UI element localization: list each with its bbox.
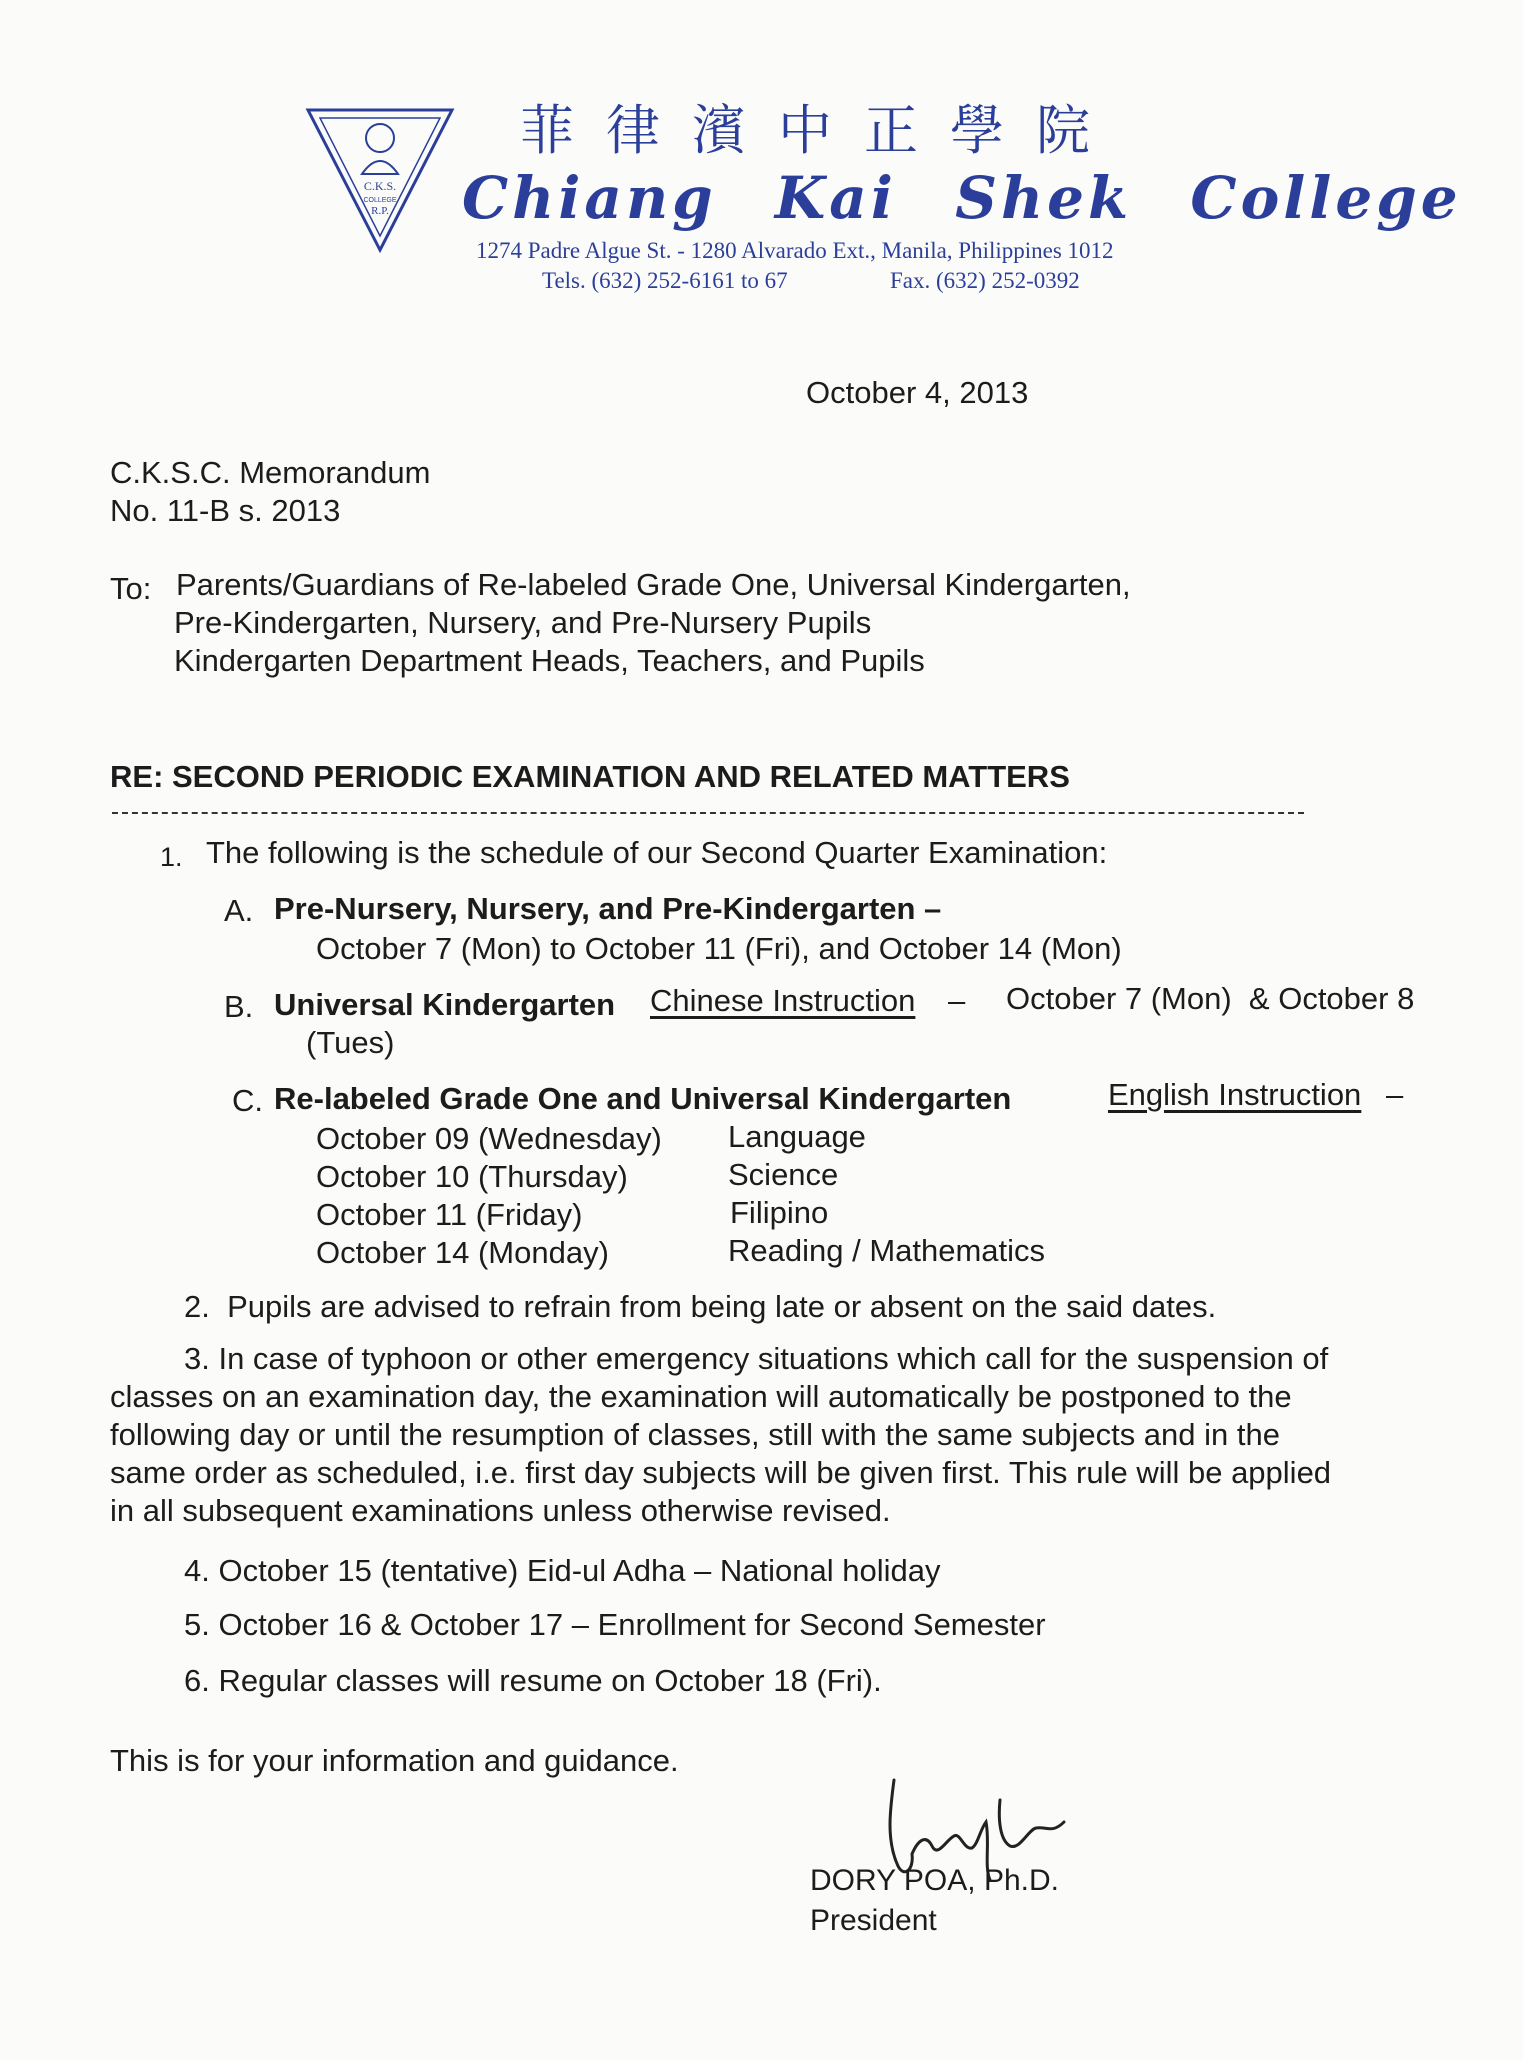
college-english-name: Chiang Kai Shek College bbox=[462, 164, 1462, 232]
item-b-dates-cont: (Tues) bbox=[306, 1025, 395, 1060]
schedule-date: October 14 (Monday) bbox=[316, 1235, 609, 1270]
closing-line: This is for your information and guidance. bbox=[110, 1743, 679, 1778]
to-recipients-line-2: Pre-Kindergarten, Nursery, and Pre-Nursery Pupils bbox=[174, 605, 872, 640]
item-a-dates: October 7 (Mon) to October 11 (Fri), and October 14 (Mon) bbox=[316, 931, 1122, 966]
to-label: To: bbox=[110, 571, 152, 606]
signatory-title: President bbox=[810, 1904, 937, 1937]
schedule-subject: Reading / Mathematics bbox=[728, 1233, 1046, 1268]
item-5-text: 5. October 16 & October 17 – Enrollment for Second Semester bbox=[184, 1607, 1046, 1642]
item-a-title: Pre-Nursery, Nursery, and Pre-Kindergarten – bbox=[274, 891, 942, 926]
item-2-text: 2. Pupils are advised to refrain from being late or absent on the said dates. bbox=[184, 1289, 1217, 1324]
schedule-subject: Science bbox=[728, 1157, 839, 1192]
memo-date: October 4, 2013 bbox=[806, 375, 1029, 410]
college-phone: Tels. (632) 252-6161 to 67 bbox=[542, 268, 788, 293]
item-3-line-1: 3. In case of typhoon or other emergency situations which call for the suspension of bbox=[184, 1341, 1329, 1376]
schedule-subject: Language bbox=[728, 1119, 866, 1154]
to-recipients-line-3: Kindergarten Department Heads, Teachers, and Pupils bbox=[174, 643, 925, 678]
item-3-line-5: in all subsequent examinations unless otherwise revised. bbox=[110, 1493, 891, 1528]
item-b-dash: – bbox=[948, 983, 966, 1018]
item-b-instruction: Chinese Instruction bbox=[650, 983, 916, 1018]
item-4-text: 4. October 15 (tentative) Eid-ul Adha – National holiday bbox=[184, 1553, 941, 1588]
item-c-letter: C. bbox=[232, 1083, 263, 1118]
item-3-line-4: same order as scheduled, i.e. first day subjects will be given first. This rule will be applied bbox=[110, 1455, 1332, 1490]
college-address: 1274 Padre Algue St. - 1280 Alvarado Ext., Manila, Philippines 1012 bbox=[476, 238, 1114, 263]
item-a-letter: A. bbox=[224, 893, 254, 928]
item-b-title: Universal Kindergarten bbox=[274, 987, 616, 1022]
college-fax: Fax. (632) 252-0392 bbox=[890, 268, 1080, 293]
to-recipients-line-1: Parents/Guardians of Re-labeled Grade One, Universal Kindergarten, bbox=[176, 567, 1131, 602]
schedule-subject: Filipino bbox=[730, 1195, 829, 1230]
schedule-date: October 11 (Friday) bbox=[316, 1197, 583, 1232]
item-1-text: The following is the schedule of our Second Quarter Examination: bbox=[206, 835, 1108, 870]
item-3-line-3: following day or until the resumption of classes, still with the same subjects and in the bbox=[110, 1417, 1280, 1452]
seal-text-1: C.K.S. bbox=[363, 179, 397, 193]
schedule-date: October 09 (Wednesday) bbox=[316, 1121, 662, 1156]
item-c-title: Re-labeled Grade One and Universal Kindergarten bbox=[274, 1081, 1012, 1116]
memo-number: No. 11-B s. 2013 bbox=[110, 493, 341, 528]
item-b-letter: B. bbox=[224, 989, 254, 1024]
seal-text-3: R.P. bbox=[371, 205, 389, 217]
schedule-date: October 10 (Thursday) bbox=[316, 1159, 628, 1194]
memo-title: C.K.S.C. Memorandum bbox=[110, 455, 431, 490]
item-b-dates: October 7 (Mon) & October 8 bbox=[1006, 981, 1415, 1016]
item-3-line-2: classes on an examination day, the examination will automatically be postponed to the bbox=[110, 1379, 1292, 1414]
college-chinese-name: 菲律濱中正學院 bbox=[520, 99, 1122, 162]
seal-text-2: COLLEGE bbox=[363, 197, 397, 204]
subject-heading: RE: SECOND PERIODIC EXAMINATION AND RELATED MATTERS bbox=[110, 759, 1070, 794]
item-1-number: 1. bbox=[160, 842, 183, 872]
item-c-instruction: English Instruction bbox=[1108, 1077, 1362, 1112]
item-6-text: 6. Regular classes will resume on October 18 (Fri). bbox=[184, 1663, 882, 1698]
subject-divider bbox=[112, 812, 1304, 814]
signatory-name: DORY POA, Ph.D. bbox=[810, 1864, 1059, 1897]
item-c-dash: – bbox=[1386, 1077, 1404, 1112]
college-seal bbox=[300, 90, 460, 260]
